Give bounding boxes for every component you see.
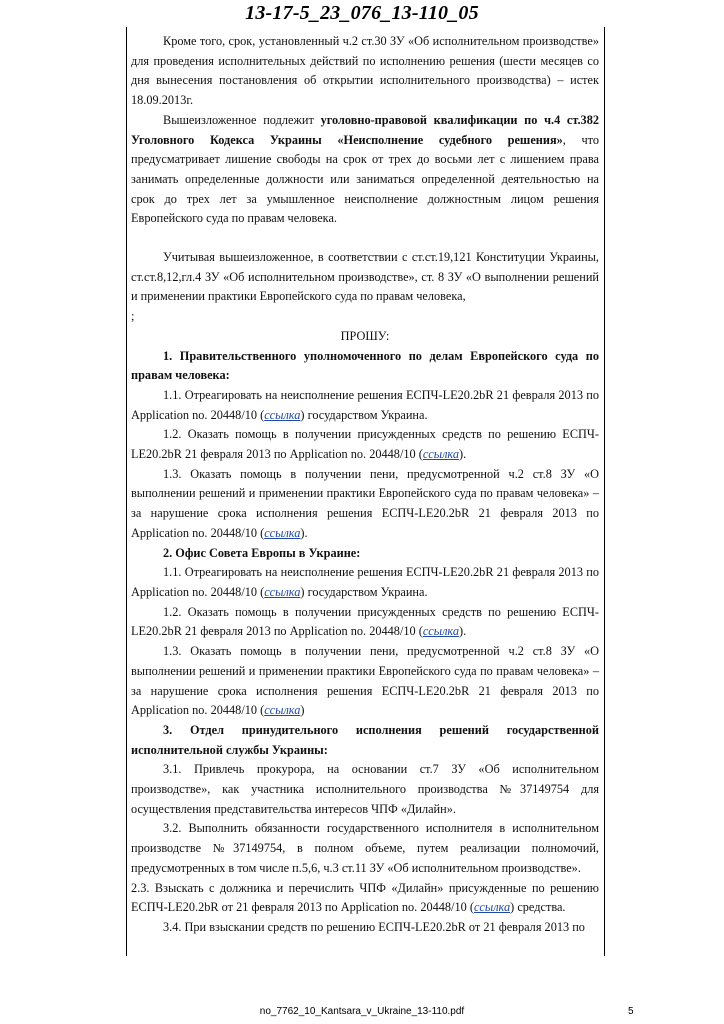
link-reference[interactable]: ссылка [473, 900, 511, 915]
text-run: 1.3. Оказать помощь в получении пени, предусмотренной ч.2 ст.8 ЗУ «О выполнении решений и применении практики Европейского суда по правам человека» – за нарушение срока исполнения решения ЕСПЧ-LE20.2bR 21 февраля 2013 по Application no. 20448/10 ( [131, 466, 599, 540]
paragraph-considering: Учитывая вышеизложенное, в соответствии с ст.ст.19,121 Конституции Украины, ст.ст.8,12,гл.4 ЗУ «Об исполнительном производстве», ст. 8 ЗУ «О выполнении решений и применении практики Европейского суда по правам человека, [131, 250, 599, 304]
text-run: 1.1. Отреагировать на неисполнение решения ЕСПЧ-LE20.2bR 21 февраля 2013 по Application no. 20448/10 ( [131, 565, 599, 599]
section-2-title [131, 544, 599, 564]
text-run: ). [300, 525, 308, 540]
text-run: 1.3. Оказать помощь в получении пени, предусмотренной ч.2 ст.8 ЗУ «О выполнении решений и применении практики Европейского суда по правам человека» – за нарушение срока исполнения решения ЕСПЧ-LE20.2bR 21 февраля 2013 по Application no. 20448/10 ( [131, 644, 599, 718]
link-reference[interactable]: ссылка [422, 624, 460, 639]
item-3-3 [131, 879, 599, 918]
item-2-1 [131, 563, 599, 602]
item-2-2 [131, 603, 599, 642]
paragraph-gap [131, 229, 599, 248]
link-reference[interactable]: ссылка [264, 584, 301, 599]
section-3-title-text: 3. Отдел принудительного исполнения решений государственной исполнительной службы Украины: [131, 722, 599, 757]
right-margin-line [604, 27, 605, 956]
text-run: ) государством Украина. [300, 407, 428, 422]
text-run: Вышеизложенное подлежит [163, 112, 321, 127]
section-1-title [131, 347, 599, 386]
left-margin-line [126, 27, 127, 956]
link-reference[interactable]: ссылка [264, 703, 301, 718]
text-run: ). [459, 447, 467, 462]
bold-text-run: уголовно-правовой квалификации по ч.4 ст.382 Уголовного Кодекса Украины «Неисполнение судебного решения» [131, 112, 600, 147]
text-run: ) государством Украина. [300, 584, 428, 599]
text-run: , что предусматривает лишение свободы на срок от трех до восьми лет с лишением права занимать определенные должности или заниматься определенной деятельностью на срок до трех лет за умышленное неисполнение должностным лицом решения Европейского суда по правам человека. [131, 132, 599, 226]
footer-page-number: 5 [628, 1006, 634, 1017]
text-run: 2.3. Взыскать с должника и перечислить ЧПФ «Дилайн» присужденные по решению ЕСПЧ-LE20.2bR от 21 февраля 2013 по Application no. 20448/10 ( [131, 880, 599, 915]
text-run: 1.1. Отреагировать на неисполнение решения ЕСПЧ-LE20.2bR 21 февраля 2013 по Application no. 20448/10 ( [131, 387, 599, 422]
paragraph-criminal-qualification [131, 111, 599, 229]
item-3-2: 3.2. Выполнить обязанности государственного исполнителя в исполнительном производстве №37149754, в полном объеме, путем реализации полномочий, предусмотренных в том числе п.5,6, ч.3 ст.11 ЗУ «Об исполнительном производстве». [131, 821, 599, 875]
item-1-2 [131, 425, 599, 464]
item-1-1 [131, 386, 599, 425]
paragraph-term-expired: Кроме того, срок, установленный ч.2 ст.30 ЗУ «Об исполнительном производстве» для проведения исполнительных действий по исполнению решения (шести месяцев со дня вынесения постановления об открытии исполнительного производства) – истек 18.09.2013г. [131, 34, 599, 108]
link-reference[interactable]: ссылка [264, 407, 301, 422]
section-3-title [131, 721, 599, 760]
item-2-3 [131, 642, 599, 721]
text-run: ) [300, 703, 305, 718]
text-run: 1.2. Оказать помощь в получении присужденных средств по решению ЕСПЧ-LE20.2bR 21 февраля 2013 по Application no. 20448/10 ( [131, 427, 599, 462]
item-3-1: 3.1. Привлечь прокурора, на основании ст.7 ЗУ «Об исполнительном производстве», как участника исполнительного производства №37149754 для осуществления представительства интересов ЧПФ «Дилайн». [131, 762, 599, 816]
link-reference[interactable]: ссылка [264, 525, 301, 540]
item-3-4: 3.4. При взыскании средств по решению ЕСПЧ-LE20.2bR от 21 февраля 2013 по [163, 919, 585, 934]
paragraph-semicolon: ; [131, 309, 135, 324]
section-2-title-text: 2. Офис Совета Европы в Украине: [163, 545, 361, 560]
request-heading: ПРОШУ: [340, 328, 390, 343]
item-1-3 [131, 465, 599, 544]
text-run: ). [459, 624, 467, 639]
text-run: 1.2. Оказать помощь в получении присужденных средств по решению ЕСПЧ-LE20.2bR 21 февраля 2013 по Application no. 20448/10 ( [131, 604, 599, 639]
text-run: ) средства. [510, 900, 566, 915]
document-body [131, 32, 599, 938]
footer-filename: no_7762_10_Kantsara_v_Ukraine_13-110.pdf [259, 1006, 465, 1017]
section-1-title-text: 1. Правительственного уполномоченного по делам Европейского суда по правам человека: [131, 348, 599, 383]
document-header-title: 13-17-5_23_076_13-110_05 [245, 2, 479, 24]
link-reference[interactable]: ссылка [422, 447, 460, 462]
